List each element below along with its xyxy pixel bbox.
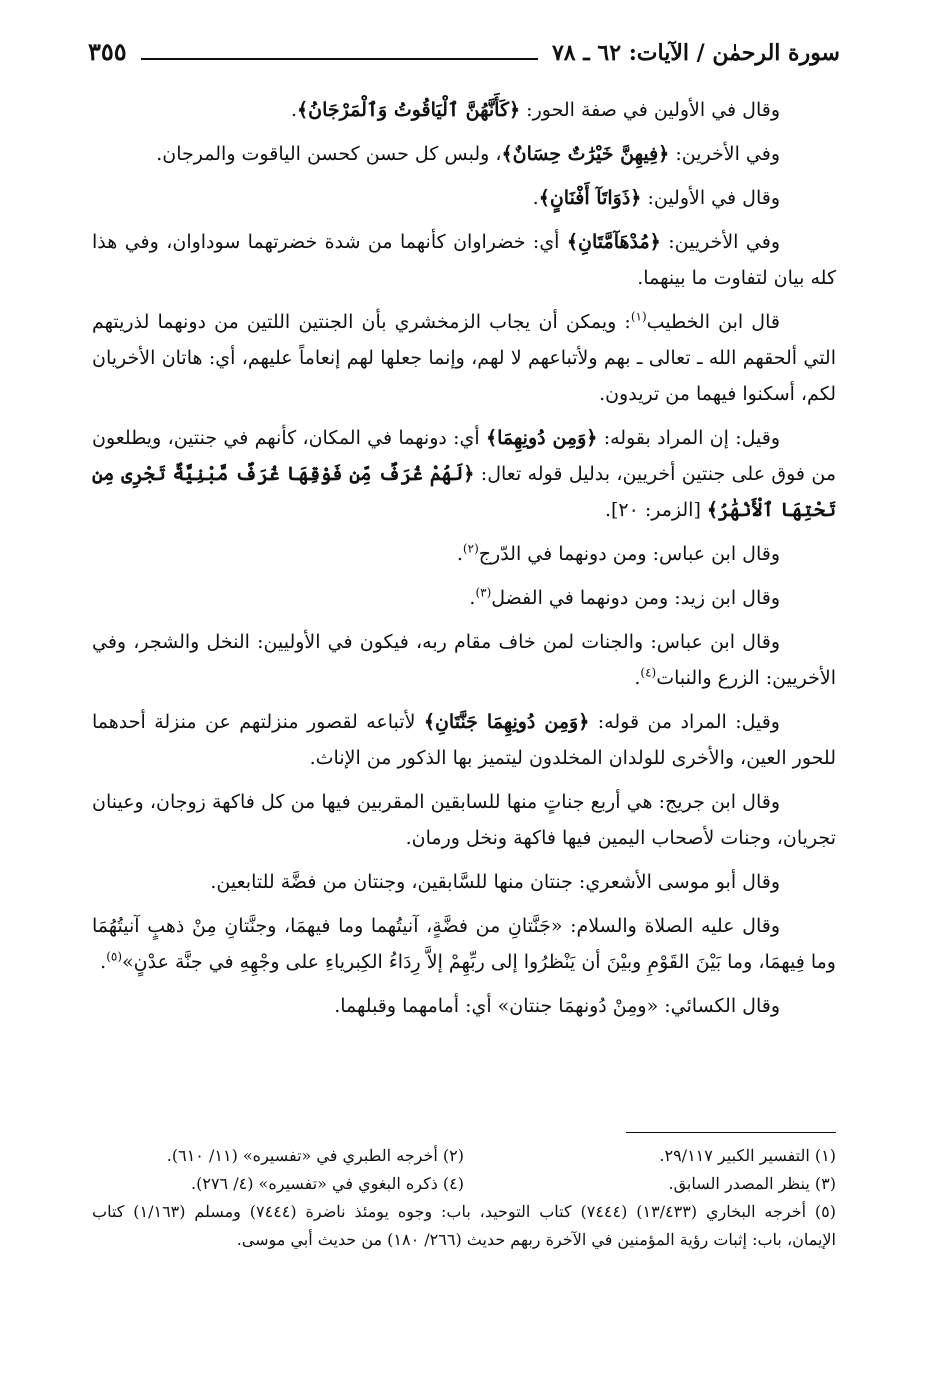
text-run: وقال الكسائي: «ومِنْ دُونهمَا جنتان» أي: أمامهما وقبلهما.: [334, 995, 780, 1017]
footnote-3: (٣) ينظر المصدر السابق.: [668, 1174, 836, 1193]
text-run: .: [469, 587, 476, 609]
text-run: .: [634, 667, 641, 689]
paragraph-10: [92, 704, 836, 776]
text-run: وقال أبو موسى الأشعري: جنتان منها للسَّابقين، وجنتان من فضَّة للتابعين.: [210, 871, 780, 893]
footnote-ref[interactable]: (٤): [640, 665, 657, 680]
paragraph-12: [92, 864, 836, 900]
quran-verse: ﴿كَأَنَّهُنَّ ٱلْيَاقُوتُ وَٱلْمَرْجَانُ﴾: [297, 99, 521, 121]
text-run: وقال في الأولين في صفة الحور:: [520, 99, 780, 121]
text-run: وقيل: إن المراد بقوله:: [597, 427, 780, 449]
paragraph-1: [92, 92, 836, 128]
text-run: .: [456, 543, 463, 565]
footnote-row: [92, 1170, 836, 1198]
text-run: قال ابن الخطيب: [646, 311, 780, 333]
text-run: وقال ابن زيد: ومن دونهما في الفضل: [491, 587, 780, 609]
paragraph-3: [92, 180, 836, 216]
text-run: ، ولبس كل حسن كحسن الياقوت والمرجان.: [156, 143, 502, 165]
footnotes: [92, 1142, 836, 1254]
paragraph-14: [92, 988, 836, 1024]
footnote-1: (١) التفسير الكبير ٢٩/١١٧.: [659, 1146, 836, 1165]
text-run: وقال في الأولين:: [641, 187, 780, 209]
text-run: أي: خضراوان كأنهما من شدة خضرتهما سوداوان، وفي هذا كله بيان لتفاوت ما بينهما.: [92, 231, 836, 289]
quran-verse: ﴿وَمِن دُونِهِمَا جَنَّتَانِ﴾: [423, 711, 590, 733]
footnote-ref[interactable]: (٣): [475, 585, 492, 600]
text-run: وقال عليه الصلاة والسلام: «جَنَّتانِ من فضَّةٍ، آنيتُهما وما فيهمَا، وجنَّتانِ مِنْ ذهبٍ آنيتُهُمَا وما فِيهمَا، وما بَيْنَ القَوْمِ وبيْنَ أن يَنْظرُوا إلى ربِّهِمْ إلاَّ رِدَاءُ الكِبرياءِ على وجْهِهِ في جنَّة عدْنٍ»: [92, 915, 836, 973]
text-run: وقيل: المراد من قوله:: [589, 711, 780, 733]
page-number: ٣٥٥: [88, 37, 127, 66]
main-text: [92, 92, 836, 1032]
verse-reference: [الزمر: ٢٠].: [604, 499, 707, 521]
quran-verse: ﴿وَمِن دُونِهِمَا﴾: [486, 427, 598, 449]
quran-verse: ﴿ذَوَاتَآ أَفْنَانٍ﴾: [538, 187, 642, 209]
paragraph-6: [92, 420, 836, 528]
text-run: وفي الأخرين:: [669, 143, 780, 165]
text-run: وقال ابن عباس: والجنات لمن خاف مقام ربه، فيكون في الأوليين: النخل والشجر، وفي الأخريين: الزرع والنبات: [92, 631, 836, 689]
text-run: .: [532, 187, 539, 209]
paragraph-2: [92, 136, 836, 172]
text-run: وقال ابن جريج: هي أربع جناتٍ منها للسابقين المقربين فيها من كل فاكهة زوجان، وعينان تجريان، وجنات لأصحاب اليمين فيها فاكهة ونخل ورمان.: [92, 791, 836, 849]
footnote-4: (٤) ذكره البغوي في «تفسيره» (٤/ ٢٧٦).: [191, 1174, 464, 1193]
paragraph-13: [92, 908, 836, 980]
paragraph-4: [92, 224, 836, 296]
text-run: .: [290, 99, 298, 121]
footnote-2: (٢) أخرجه الطبري في «تفسيره» (١١/ ٦١٠).: [166, 1146, 464, 1165]
text-run: وفي الأخريين:: [660, 231, 780, 253]
paragraph-7: [92, 536, 836, 572]
text-run: .: [100, 951, 107, 973]
quran-verse: ﴿فِيهِنَّ خَيْرَٰتٌ حِسَانٌ﴾: [501, 143, 670, 165]
text-run: وقال ابن عباس: ومن دونهما في الدّرج: [478, 543, 780, 565]
paragraph-5: [92, 304, 836, 412]
footnote-row: [92, 1142, 836, 1170]
footnote-ref[interactable]: (١): [630, 309, 647, 324]
paragraph-9: [92, 624, 836, 696]
surah-title: سورة الرحمٰن / الآيات: ٦٢ ـ ٧٨: [551, 40, 840, 66]
header-rule: [141, 58, 538, 60]
quran-verse: ﴿لَهُمْ غُرَفٌ مِّن فَوْقِهَا غُرَفٌ مَّبْنِيَّةٌ تَجْرِى مِن تَحْتِهَا ٱلْأَنْهَٰرُ﴾: [92, 463, 836, 521]
footnote-5: (٥) أخرجه البخاري (١٣/٤٣٣) (٧٤٤٤) كتاب التوحيد، باب: وجوه يومئذ ناضرة (٧٤٤٤) ومسلم (١/١٦٣) كتاب الإيمان، باب: إثبات رؤية المؤمنين في الآخرة ربهم حديث (٢٦٦/ ١٨٠) من حديث أبي موسى.: [92, 1202, 836, 1249]
text-run: لأتباعه لقصور منزلتهم عن منزلة أحدهما للحور العين، والأخرى للولدان المخلدون ليتميز بها الذكور من الإناث.: [92, 711, 836, 769]
footnote-ref[interactable]: (٥): [106, 949, 123, 964]
footnote-ref[interactable]: (٢): [462, 541, 479, 556]
page-header: [88, 28, 840, 64]
footnote-divider: [626, 1132, 836, 1133]
paragraph-11: [92, 784, 836, 856]
paragraph-8: [92, 580, 836, 616]
text-run: أي: دونهما في المكان، كأنهم في جنتين، ويطلعون من فوق على جنتين أخريين، بدليل قوله تعال:: [92, 427, 837, 485]
text-run: : ويمكن أن يجاب الزمخشري بأن الجنتين اللتين من دونهما لذريتهم التي ألحقهم الله ـ تعالى ـ بهم ولأتباعهم لا لهم، وإنما جعلها لهم إنعاماً عليهم، أي: هاتان الأخريان لكم، أسكنوا فيهما من تريدون.: [92, 311, 836, 405]
quran-verse: ﴿مُدْهَآمَّتَانِ﴾: [566, 231, 661, 253]
